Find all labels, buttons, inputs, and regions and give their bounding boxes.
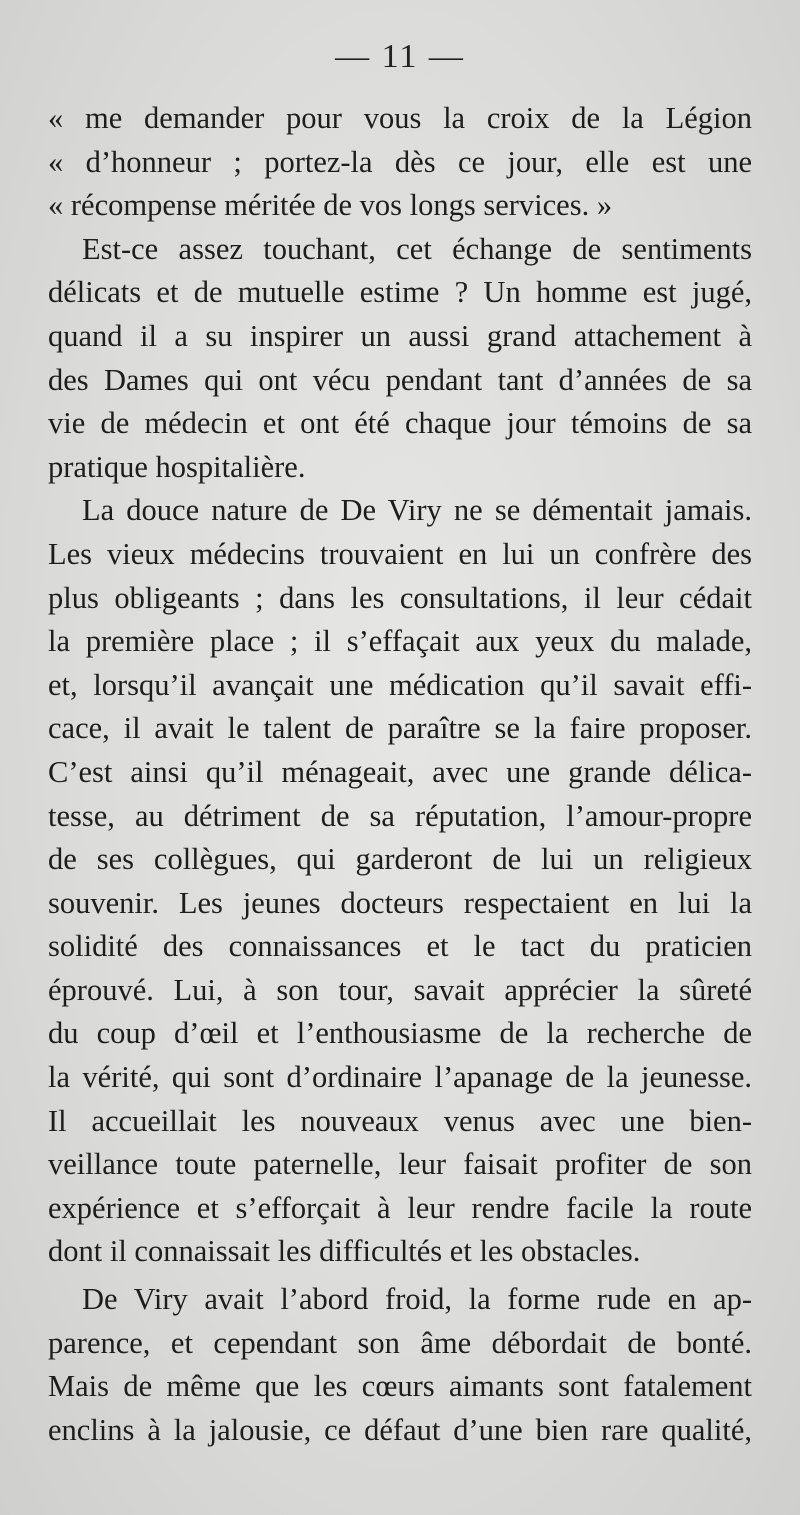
text-line: expérience et s’efforçait à leur rendre facile la route: [48, 1190, 752, 1225]
paragraph-first-line: De Viry avait l’abord froid, la forme rude en ap-: [82, 1282, 752, 1317]
text-line: la vérité, qui sont d’ordinaire l’apanage de la jeunesse.: [48, 1060, 752, 1095]
text-line: quand il a su inspirer un aussi grand attachement à: [48, 318, 752, 353]
text-line: solidité des connaissances et le tact du praticien: [48, 929, 752, 964]
text-line: des Dames qui ont vécu pendant tant d’années de sa: [48, 362, 752, 397]
text-line: Il accueillait les nouveaux venus avec une bien-: [48, 1103, 752, 1138]
body-text: [48, 97, 752, 1452]
page-number: — 11 —: [335, 38, 465, 75]
text-line: enclins à la jalousie, ce défaut d’une bien rare qualité,: [48, 1412, 752, 1447]
text-line: cace, il avait le talent de paraître se la faire proposer.: [48, 711, 752, 746]
text-line: C’est ainsi qu’il ménageait, avec une grande délica-: [48, 754, 752, 789]
text-line: souvenir. Les jeunes docteurs respectaient en lui la: [48, 885, 752, 920]
paragraph-first-line: Est-ce assez touchant, cet échange de sentiments: [82, 231, 752, 266]
text-line: « me demander pour vous la croix de la Légion: [48, 101, 752, 135]
text-line: la première place ; il s’effaçait aux yeux du malade,: [48, 624, 752, 659]
text-line: éprouvé. Lui, à son tour, savait apprécier la sûreté: [48, 972, 752, 1007]
text-line: Les vieux médecins trouvaient en lui un confrère des: [48, 536, 752, 571]
text-line: dont il connaissait les difficultés et les obstacles.: [48, 1234, 641, 1269]
text-line: et, lorsqu’il avançait une médication qu’il savait effi-: [48, 667, 752, 702]
text-line: « récompense méritée de vos longs services. »: [48, 188, 613, 223]
text-line: Mais de même que les cœurs aimants sont fatalement: [48, 1369, 752, 1404]
text-line: tesse, au détriment de sa réputation, l’amour-propre: [48, 798, 752, 833]
text-line: parence, et cependant son âme débordait de bonté.: [48, 1325, 752, 1360]
paragraph-first-line: La douce nature de De Viry ne se démentait jamais.: [82, 493, 752, 528]
text-line: délicats et de mutuelle estime ? Un homme est jugé,: [48, 275, 752, 310]
text-line: vie de médecin et ont été chaque jour témoins de sa: [48, 406, 752, 441]
text-line: du coup d’œil et l’enthousiasme de la recherche de: [48, 1016, 752, 1051]
text-line: « d’honneur ; portez-la dès ce jour, elle est une: [48, 144, 752, 179]
text-line: plus obligeants ; dans les consultations, il leur cédait: [48, 580, 752, 615]
text-line: pratique hospitalière.: [48, 449, 306, 484]
text-line: de ses collègues, qui garderont de lui un religieux: [48, 842, 752, 877]
text-line: veillance toute paternelle, leur faisait profiter de son: [48, 1147, 752, 1182]
